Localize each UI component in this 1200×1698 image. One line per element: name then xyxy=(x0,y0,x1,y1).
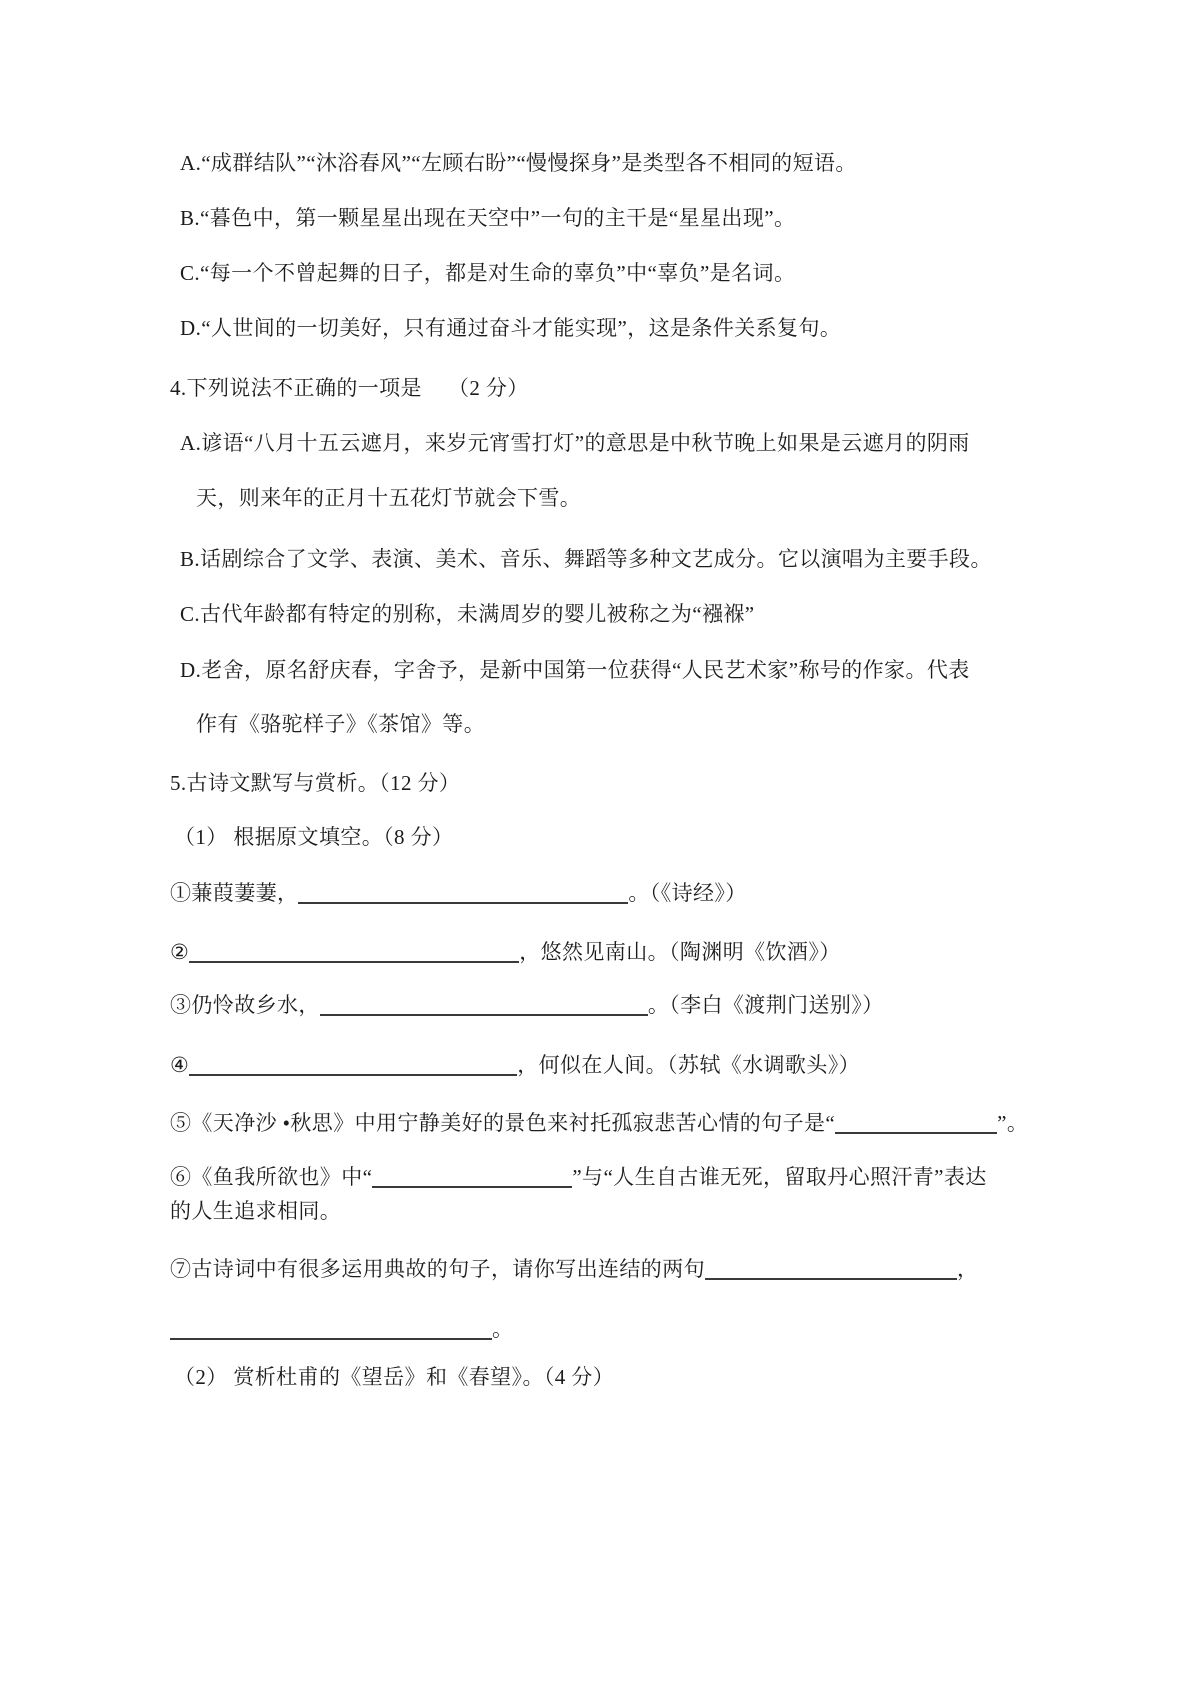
item3-post: 。（李白《渡荆门送别》） xyxy=(647,993,884,1017)
q4-option-c: C.古代年龄都有特定的别称，未满周岁的婴儿被称之为“襁褓” xyxy=(180,602,755,626)
item5-pre: ⑤《天净沙 •秋思》中用宁静美好的景色来衬托孤寂悲苦心情的句子是“ xyxy=(170,1111,836,1135)
q5-part2-stem: （2） 赏析杜甫的《望岳》和《春望》。（4 分） xyxy=(174,1365,615,1389)
blank-line-2 xyxy=(189,961,519,963)
q5-item-6 xyxy=(170,1164,987,1190)
item5-post: ”。 xyxy=(997,1111,1029,1135)
q5-item-3 xyxy=(170,992,884,1018)
blank-line-8 xyxy=(170,1338,492,1340)
item2-pre: ② xyxy=(170,940,190,964)
blank-line-1 xyxy=(298,902,628,904)
q5-item-4 xyxy=(170,1052,860,1078)
q5-item-5 xyxy=(170,1110,1028,1136)
blank-line-5 xyxy=(835,1132,997,1134)
q4-stem xyxy=(170,375,529,401)
blank-line-3 xyxy=(320,1014,648,1016)
blank-line-4 xyxy=(189,1074,517,1076)
item6-pre: ⑥《鱼我所欲也》中“ xyxy=(170,1165,373,1189)
q5-item-7 xyxy=(170,1256,978,1282)
q3-option-d: D.“人世间的一切美好，只有通过奋斗才能实现”，这是条件关系复句。 xyxy=(180,316,842,340)
item4-post: ，何似在人间。（苏轼《水调歌头》） xyxy=(517,1053,861,1077)
blank-line-6 xyxy=(372,1186,572,1188)
q3-option-b: B.“暮色中，第一颗星星出现在天空中”一句的主干是“星星出现”。 xyxy=(180,206,796,230)
q3-option-c: C.“每一个不曾起舞的日子，都是对生命的辜负”中“辜负”是名词。 xyxy=(180,261,796,285)
q4-option-d-line1: D.老舍，原名舒庆春，字舍予，是新中国第一位获得“人民艺术家”称号的作家。代表 xyxy=(180,658,970,682)
q4-option-a-line1: A.谚语“八月十五云遮月，来岁元宵雪打灯”的意思是中秋节晚上如果是云遮月的阴雨 xyxy=(180,431,970,455)
item2-post: ，悠然见南山。（陶渊明《饮酒》） xyxy=(519,940,841,964)
q4-option-b: B.话剧综合了文学、表演、美术、音乐、舞蹈等多种文艺成分。它以演唱为主要手段。 xyxy=(180,547,992,571)
item1-pre: ①蒹葭萋萋， xyxy=(170,881,299,905)
q5-item-7-continuation xyxy=(170,1316,513,1342)
q5-item-6-wrap: 的人生追求相同。 xyxy=(170,1199,342,1223)
item6-post: ”与“人生自古谁无死，留取丹心照汗青”表达 xyxy=(572,1165,987,1189)
item7-cont-post: 。 xyxy=(492,1317,514,1341)
item7-post: ， xyxy=(957,1257,979,1281)
q4-stem-text: 4.下列说法不正确的一项是 xyxy=(170,376,422,400)
q5-item-2 xyxy=(170,939,841,965)
item3-pre: ③仍怜故乡水， xyxy=(170,993,320,1017)
q4-option-a-line2: 天，则来年的正月十五花灯节就会下雪。 xyxy=(196,486,582,510)
item4-pre: ④ xyxy=(170,1053,190,1077)
item1-post: 。（《诗经》） xyxy=(628,881,747,905)
q5-part1-stem: （1） 根据原文填空。（8 分） xyxy=(174,825,454,849)
q5-stem: 5.古诗文默写与赏析。（12 分） xyxy=(170,771,461,795)
q3-option-a: A.“成群结队”“沐浴春风”“左顾右盼”“慢慢探身”是类型各不相同的短语。 xyxy=(180,151,857,175)
blank-line-7 xyxy=(705,1278,957,1280)
q5-item-1 xyxy=(170,880,747,906)
q4-option-d-line2: 作有《骆驼样子》《茶馆》等。 xyxy=(196,712,486,736)
item7-pre: ⑦古诗词中有很多运用典故的句子，请你写出连结的两句 xyxy=(170,1257,705,1281)
q4-points: （2 分） xyxy=(447,376,529,400)
